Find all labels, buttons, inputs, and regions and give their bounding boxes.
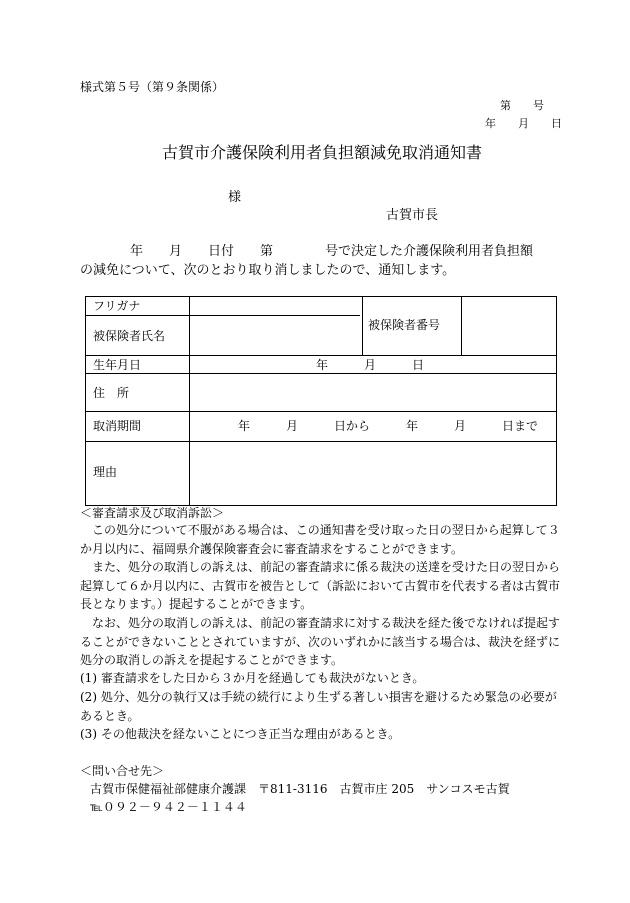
contact-department: 古賀市保健福祉部健康介護課 〒811-3116 古賀市庄 205 サンコスモ古賀	[90, 782, 510, 796]
birth-date-label: 生年月日	[93, 358, 142, 372]
appeal-item-3	[80, 725, 556, 744]
table-line-furigana	[86, 315, 360, 316]
appeal-p2-line-2: 起算して６か月以内に、古賀市を被告として（訴訟において古賀市を代表する者は古賀市	[80, 578, 561, 593]
cancellation-period-value: 年 月 日から 年 月 日まで	[238, 419, 539, 433]
sender-name: 古賀市長	[386, 208, 439, 223]
appeal-paragraph-2	[80, 558, 561, 614]
appeal-item-1-text: (1) 審査請求をした日から３か月を経過しても裁決がないとき。	[80, 671, 425, 685]
table-line-name	[86, 355, 556, 356]
appeal-item-2-line-1: (2) 処分、処分の執行又は手続の続行により生ずる著しい損害を避けるため緊急の必要が	[80, 690, 557, 704]
table-divider-insured-number	[362, 297, 363, 355]
insured-number-label: 被保険者番号	[368, 318, 441, 332]
cancellation-period-label: 取消期間	[93, 419, 142, 433]
table-line-address	[86, 411, 556, 412]
insured-name-label: 被保険者氏名	[93, 329, 166, 343]
appeal-p3-line-1: なお、処分の取消しの訴えは、前記の審査請求に対する裁決を経た後でなければ提起す	[92, 616, 561, 630]
appeal-p1-line-2: か月以内に、福岡県介護保険審査会に審査請求をすることができます。	[80, 541, 464, 556]
birth-date-value: 年 月 日	[316, 358, 425, 372]
reason-label: 理由	[93, 465, 118, 479]
table-line-birth	[86, 373, 556, 374]
form-number: 様式第５号（第９条関係）	[80, 80, 225, 94]
furigana-label: フリガナ	[93, 299, 141, 313]
contact-heading: ＜問い合せ先＞	[80, 764, 165, 778]
table-line-period	[86, 441, 556, 442]
appeal-heading: ＜審査請求及び取消訴訟＞	[80, 506, 225, 520]
appeal-item-2	[80, 688, 556, 725]
appeal-paragraph-3	[80, 614, 561, 670]
table-divider-insured-number-value	[461, 297, 462, 355]
appeal-p2-line-3: 長となります。）提起することができます。	[80, 597, 313, 611]
appeal-p3-line-2: ることができないこととされていますが、次のいずれかに該当する場合は、裁決を経ずに	[80, 634, 561, 649]
appeal-item-2-line-2: あるとき。	[80, 708, 140, 723]
appeal-item-1	[80, 669, 556, 688]
intro-line-2: の減免について、次のとおり取り消しましたので、通知します。	[80, 263, 456, 278]
addressee-honorific: 様	[228, 190, 242, 205]
table-divider-label-col	[189, 297, 190, 505]
appeal-paragraph-1	[80, 521, 560, 558]
intro-line-1: 年 月 日付 第 号で決定した介護保険利用者負担額	[130, 244, 534, 259]
appeal-item-3-text: (3) その他裁決を経ないことにつき正当な理由があるとき。	[80, 727, 401, 741]
appeal-p3-line-3: 処分の取消しの訴えを提起することができます。	[80, 653, 344, 667]
document-number: 第 号	[500, 99, 544, 112]
page-title: 古賀市介護保険利用者負担額減免取消通知書	[162, 143, 483, 162]
issue-date: 年 月 日	[485, 117, 562, 130]
address-label: 住 所	[93, 386, 130, 400]
appeal-p2-line-1: また、処分の取消しの訴えは、前記の審査請求に係る裁決の送達を受けた日の翌日から	[92, 560, 561, 574]
appeal-p1-line-1: この処分について不服がある場合は、この通知書を受け取った日の翌日から起算して３	[92, 523, 560, 537]
contact-telephone: ℡０９２－９４２－１１４４	[90, 800, 247, 814]
notification-table	[85, 296, 557, 506]
